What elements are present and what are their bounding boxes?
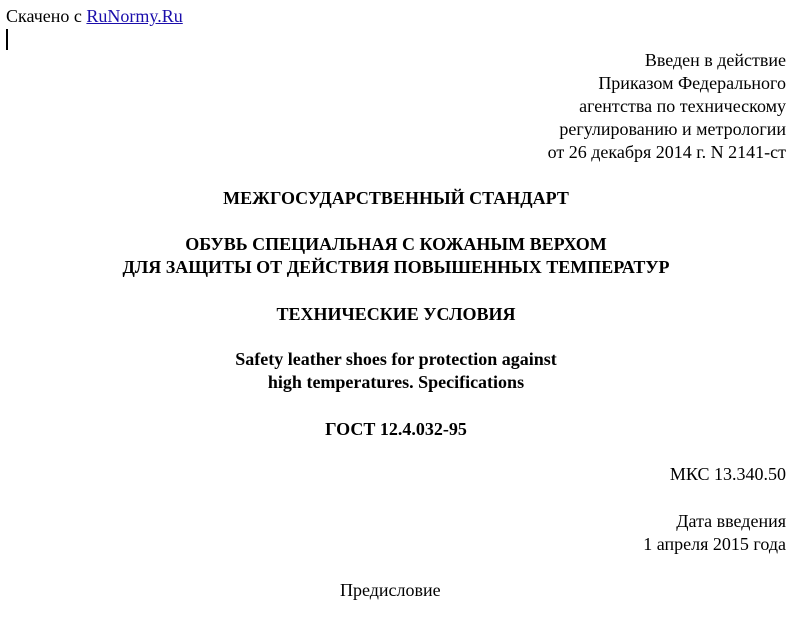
document-title (0, 233, 792, 279)
document-subtitle: ТЕХНИЧЕСКИЕ УСЛОВИЯ (276, 304, 516, 324)
approval-line: Приказом Федерального (598, 73, 786, 93)
introduction-date-block (643, 510, 786, 556)
english-title (0, 348, 792, 394)
approval-line: агентства по техническому (579, 96, 786, 116)
standard-type-heading: МЕЖГОСУДАРСТВЕННЫЙ СТАНДАРТ (223, 188, 569, 208)
approval-line: регулированию и метрологии (559, 119, 786, 139)
english-title-line-2: high temperatures. Specifications (267, 372, 525, 392)
title-line-1: ОБУВЬ СПЕЦИАЛЬНАЯ С КОЖАНЫМ ВЕРХОМ (185, 234, 607, 254)
approval-line: от 26 декабря 2014 г. N 2141-ст (547, 142, 786, 162)
text-cursor (6, 29, 8, 50)
gost-number: ГОСТ 12.4.032-95 (325, 419, 467, 439)
mks-code: МКС 13.340.50 (669, 464, 786, 484)
source-prefix: Скачено с (6, 6, 82, 26)
english-title-line-1: Safety leather shoes for protection against (235, 349, 557, 369)
foreword-heading: Предисловие (340, 580, 441, 600)
approval-block (548, 49, 786, 164)
source-line (6, 5, 183, 28)
introduction-label: Дата введения (676, 511, 786, 531)
runormy-link[interactable]: RuNormy.Ru (86, 6, 183, 26)
title-line-2: ДЛЯ ЗАЩИТЫ ОТ ДЕЙСТВИЯ ПОВЫШЕННЫХ ТЕМПЕРАТУР (122, 257, 670, 277)
approval-line: Введен в действие (644, 50, 786, 70)
introduction-date: 1 апреля 2015 года (643, 534, 786, 554)
